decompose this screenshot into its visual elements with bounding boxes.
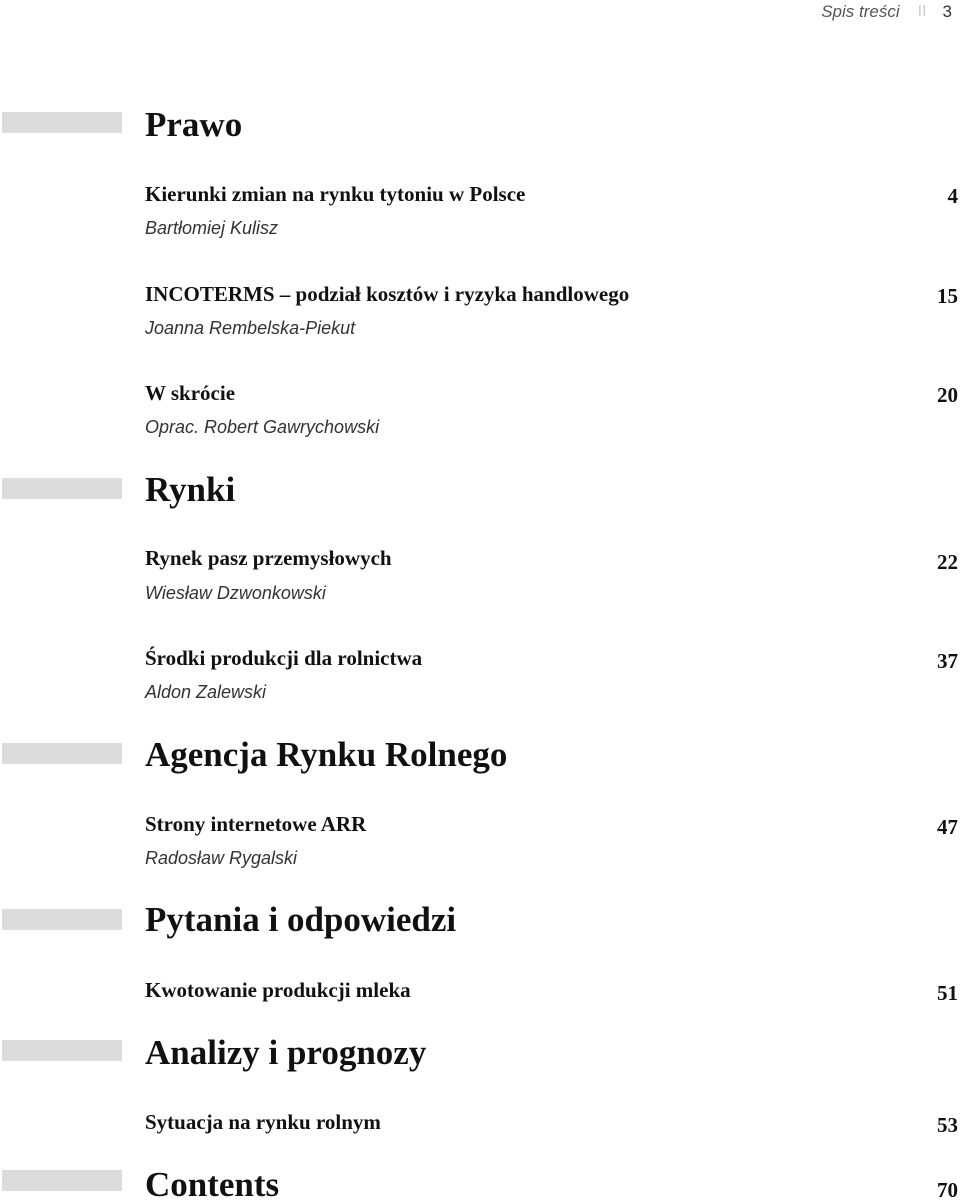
section-title-prawo: Prawo xyxy=(145,105,243,144)
header-page-number: 3 xyxy=(942,2,952,21)
toc-entry-title[interactable]: Środki produkcji dla rolnictwa xyxy=(145,646,423,670)
section-title-pytania: Pytania i odpowiedzi xyxy=(145,900,457,939)
header-label: Spis treści xyxy=(821,2,900,21)
toc-entry-title[interactable]: Strony internetowe ARR xyxy=(145,812,367,836)
section-title-agencja: Agencja Rynku Rolnego xyxy=(145,735,508,774)
toc-entry-title[interactable]: Kierunki zmian na rynku tytoniu w Polsce xyxy=(145,182,526,206)
toc-entry-author: Wiesław Dzwonkowski xyxy=(145,583,326,603)
section-title-analizy: Analizy i prognozy xyxy=(145,1033,427,1072)
section-marker-bar xyxy=(2,112,122,133)
toc-entry-page[interactable]: 47 xyxy=(937,815,958,839)
toc-entry-author: Joanna Rembelska-Piekut xyxy=(145,318,356,338)
toc-entry-author: Radosław Rygalski xyxy=(145,848,298,868)
section-title-contents[interactable]: Contents xyxy=(145,1165,280,1204)
toc-entry-page[interactable]: 22 xyxy=(937,550,958,574)
toc-entry-title[interactable]: Rynek pasz przemysłowych xyxy=(145,546,392,570)
section-marker-bar xyxy=(2,743,122,764)
running-header xyxy=(821,0,960,24)
toc-entry-page[interactable]: 20 xyxy=(937,383,958,407)
toc-entry-page[interactable]: 51 xyxy=(937,981,958,1005)
toc-entry-title[interactable]: W skrócie xyxy=(145,381,236,405)
toc-entry-title[interactable]: INCOTERMS – podział kosztów i ryzyka handlowego xyxy=(145,282,630,306)
section-marker-bar xyxy=(2,1040,122,1061)
toc-entry-author: Aldon Zalewski xyxy=(145,682,267,702)
section-marker-bar xyxy=(2,478,122,499)
toc-entry-author: Oprac. Robert Gawrychowski xyxy=(145,417,380,437)
toc-entry-page[interactable]: 4 xyxy=(947,184,958,208)
header-separator: II xyxy=(917,3,927,20)
toc-entry-page[interactable]: 53 xyxy=(937,1113,958,1137)
toc-entry-title[interactable]: Kwotowanie produkcji mleka xyxy=(145,978,411,1002)
toc-entry-title[interactable]: Sytuacja na rynku rolnym xyxy=(145,1110,381,1134)
toc-entry-page[interactable]: 70 xyxy=(937,1178,958,1202)
toc-entry-page[interactable]: 37 xyxy=(937,649,958,673)
section-marker-bar xyxy=(2,909,122,930)
section-marker-bar xyxy=(2,1170,122,1191)
section-title-rynki: Rynki xyxy=(145,470,236,509)
toc-entry-author: Bartłomiej Kulisz xyxy=(145,218,279,238)
toc-entry-page[interactable]: 15 xyxy=(937,284,958,308)
